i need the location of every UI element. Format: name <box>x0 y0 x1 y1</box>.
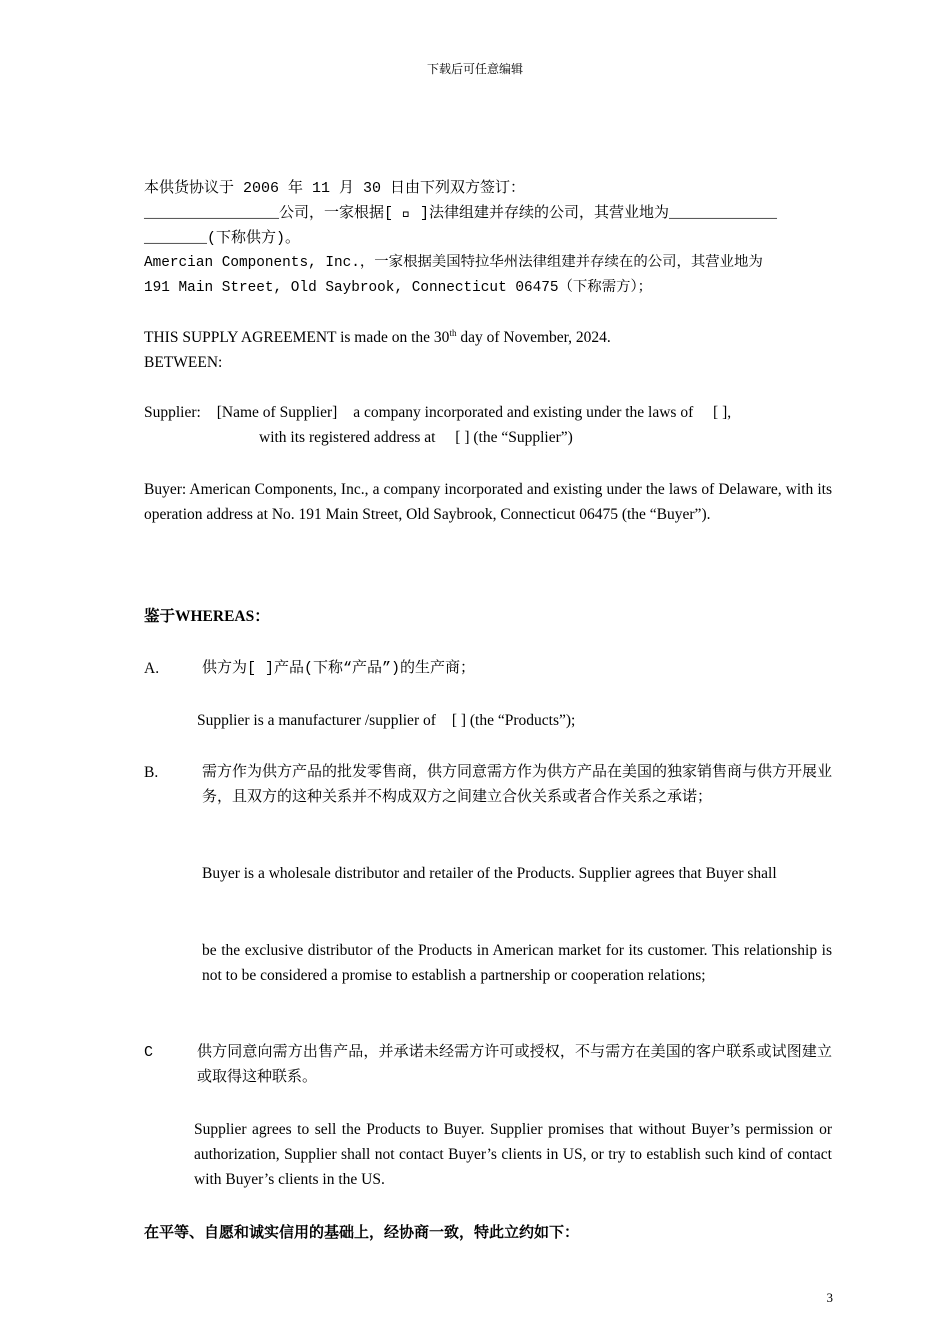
clause-b-en-1: Buyer is a wholesale distributor and retailer of the Products. Supplier agrees that Buyer shall <box>202 865 777 882</box>
intro-cn-line-3: _______(下称供方)。 <box>144 230 301 247</box>
clause-c-cn: 供方同意向需方出售产品，并承诺未经需方许可或授权，不与需方在美国的客户联系或试图建立或取得这种联系。 <box>197 1044 832 1086</box>
clause-c-en: Supplier agrees to sell the Products to Buyer. Supplier promises that without Buyer’s permission or authorization, Supplier shall not contact Buyer’s clients in US, or try to establish such kind of contact with Buyer’s clients in the US. <box>194 1121 832 1188</box>
page-number: 3 <box>826 1290 833 1305</box>
intro-cn-line-4: Amercian Components, Inc.，一家根据美国特拉华州法律组建并存续在的公司，其营业地为 <box>144 255 763 271</box>
clause-a-en: Supplier is a manufacturer /supplier of  [ ] (the “Products”); <box>197 712 576 729</box>
buyer-paragraph: Buyer: American Components, Inc., a company incorporated and existing under the laws of Delaware, with its operation address at No. 191 Main Street, Old Saybrook, Connecticut 06475 (the “Buyer”). <box>144 481 832 523</box>
intro-cn-line-2: _______________公司，一家根据[   ]法律组建并存续的公司，其营业地为____________ <box>144 205 778 222</box>
clause-b-label: B. <box>144 764 159 781</box>
closing-statement: 在平等、自愿和诚实信用的基础上，经协商一致，特此立约如下： <box>144 1223 580 1241</box>
clause-c-label: C <box>144 1044 154 1061</box>
intro-cn-line-1: 本供货协议于 2006 年 11 月 30 日由下列双方签订： <box>144 180 526 197</box>
clause-a-cn: 供方为[ ]产品(下称“产品”)的生产商； <box>202 660 476 677</box>
agreement-date-line: THIS SUPPLY AGREEMENT is made on the 30th day of November, 2024. <box>144 327 611 346</box>
whereas-heading: 鉴于WHEREAS： <box>144 608 270 625</box>
header-note: 下载后可任意编辑 <box>426 62 523 76</box>
intro-cn-line-5: 191 Main Street, Old Saybrook, Connecticut 06475（下称需方）； <box>144 280 653 296</box>
clause-a-label: A. <box>144 660 160 677</box>
between-label: BETWEEN: <box>144 354 223 371</box>
clause-b-cn: 需方作为供方产品的批发零售商，供方同意需方作为供方产品在美国的独家销售商与供方开展业务，且双方的这种关系并不构成双方之间建立合伙关系或者合作关系之承诺； <box>202 764 833 806</box>
supplier-line-1: Supplier:  [Name of Supplier]， a company incorporated and existing under the laws of   [ ], <box>144 404 732 421</box>
clause-b-en-2: be the exclusive distributor of the Products in American market for its customer. This relationship is not to be considered a promise to establish a partnership or cooperation relations; <box>202 942 832 984</box>
supplier-line-2: with its registered address at   [ ] (the “Supplier”) <box>259 429 573 446</box>
